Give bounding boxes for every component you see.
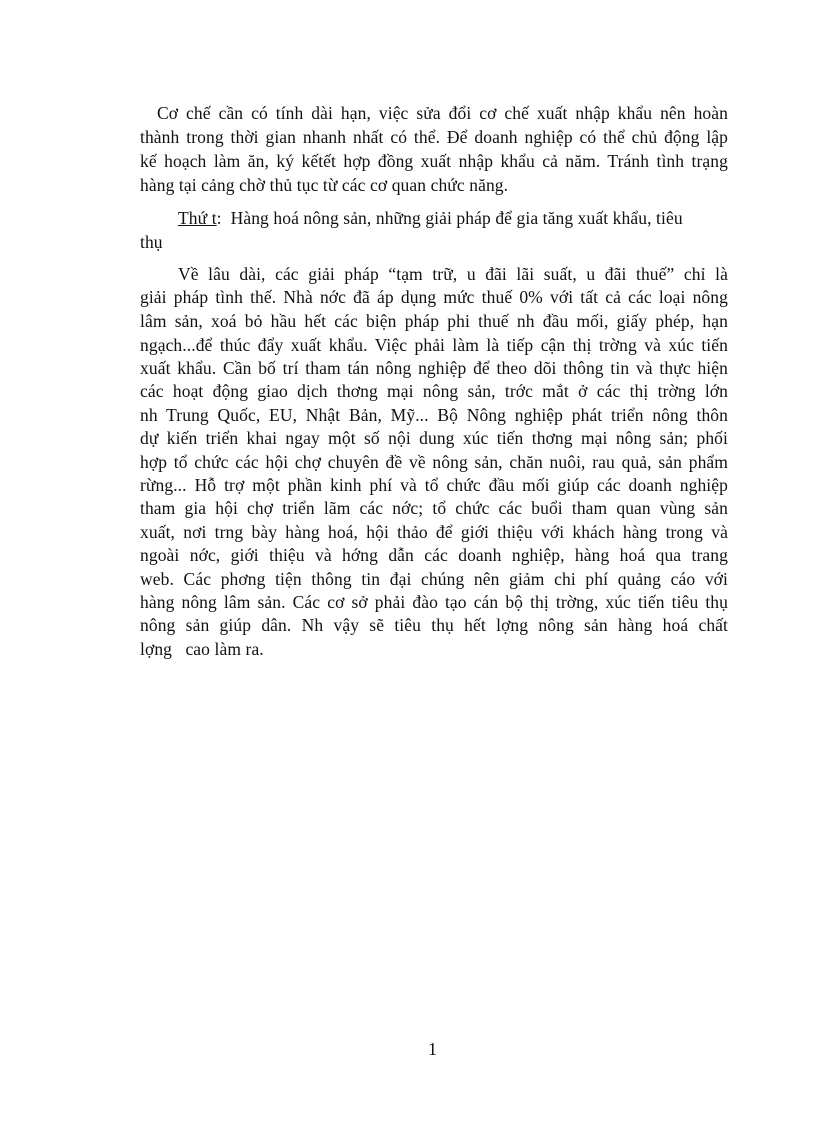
paragraph-1-line-1: Cơ chế cần có tính dài hạn, việc sửa đổi cơ chế xuất nhập khẩu nên hoàn — [157, 103, 728, 123]
paragraph-2-line-14: web. Các phơng tiện thông tin đại chúng nên giảm chi phí quảng cáo với — [140, 569, 728, 589]
paragraph-2-line-10: rừng... Hỗ trợ một phần kinh phí và tổ chức đầu mối giúp các doanh nghiệp — [140, 475, 728, 495]
section-heading-text: : Hàng hoá nông sản, những giải pháp để gia tăng xuất khẩu, tiêu — [216, 208, 683, 228]
paragraph-2-line-6: các hoạt động giao dịch thơng mại nông sản, trớc mắt ở các thị trờng lớn — [140, 381, 728, 401]
section-heading-label: Thứ t — [178, 208, 217, 228]
paragraph-2-line-9: hợp tổ chức các hội chợ chuyên đề về nông sản, chăn nuôi, rau quả, sản phẩm — [140, 452, 728, 472]
paragraph-2-line-15: hàng nông lâm sản. Các cơ sở phải đào tạo cán bộ thị trờng, xúc tiến tiêu thụ — [140, 592, 728, 612]
section-heading-line-2: thụ — [140, 232, 163, 252]
page-number: 1 — [428, 1039, 437, 1059]
paragraph-2-line-1: Về lâu dài, các giải pháp “tạm trữ, u đãi lãi suất, u đãi thuế” chỉ là — [178, 264, 728, 284]
paragraph-2-line-8: dự kiến triển khai ngay một số nội dung xúc tiến thơng mại nông sản; phối — [140, 428, 728, 448]
paragraph-2-line-4: ngạch...để thúc đẩy xuất khẩu. Việc phải làm là tiếp cận thị trờng và xúc tiến — [140, 335, 728, 355]
paragraph-2-line-5: xuất khẩu. Cần bố trí tham tán nông nghiệp để theo dõi thông tin và thực hiện — [140, 358, 728, 378]
paragraph-1-line-2: thành trong thời gian nhanh nhất có thể. Để doanh nghiệp có thể chủ động lập — [140, 127, 728, 147]
paragraph-2-line-7: nh Trung Quốc, EU, Nhật Bản, Mỹ... Bộ Nông nghiệp phát triển nông thôn — [140, 405, 728, 425]
paragraph-2-line-17: lợng cao làm ra. — [140, 639, 264, 659]
paragraph-2-line-11: tham gia hội chợ triển lãm các nớc; tổ chức các buổi tham quan vùng sản — [140, 498, 728, 518]
paragraph-2-line-3: lâm sản, xoá bỏ hầu hết các biện pháp phi thuế nh đầu mối, giấy phép, hạn — [140, 311, 728, 331]
section-heading — [178, 207, 683, 229]
paragraph-2-line-2: giải pháp tình thế. Nhà nớc đã áp dụng mức thuế 0% với tất cả các loại nông — [140, 287, 728, 307]
paragraph-2-line-16: nông sản giúp dân. Nh vậy sẽ tiêu thụ hết lợng nông sản hàng hoá chất — [140, 615, 728, 635]
paragraph-2-line-12: xuất, nơi trng bày hàng hoá, hội thảo để giới thiệu với khách hàng trong và — [140, 522, 728, 542]
paragraph-1-line-4: hàng tại cảng chờ thủ tục từ các cơ quan chức năng. — [140, 175, 509, 195]
paragraph-1-line-3: kế hoạch làm ăn, ký kếtết hợp đồng xuất nhập khẩu cả năm. Tránh tình trạng — [140, 151, 728, 171]
paragraph-2-line-13: ngoài nớc, giới thiệu và hớng dẫn các doanh nghiệp, hàng hoá qua trang — [140, 545, 728, 565]
